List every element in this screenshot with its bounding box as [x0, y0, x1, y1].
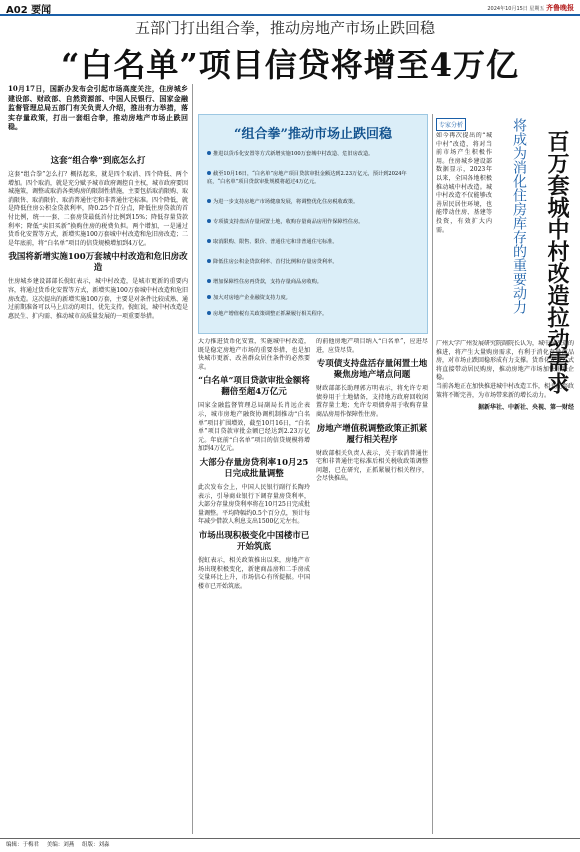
bullet-icon: [207, 219, 211, 223]
subhead-5: 市场出现积极变化中国楼市已开始筑底: [198, 530, 310, 552]
right-subhead: 将成为消化住房库存的重要动力: [511, 118, 527, 314]
info-item: 房地产增值税有关政策调整正抓紧履行相关程序。: [207, 311, 419, 319]
kicker: 五部门打出组合拳，推动房地产市场止跌回稳: [134, 19, 435, 37]
headline: “白名单”项目信贷将增至4万亿: [60, 46, 520, 84]
body-2: 住房城乡建设部部长倪虹表示，城中村改造，是城市更新的重要内容，将通过货币化安置等方式，新增实施100万套城中村改造和危旧房改造。这次提出的新增实施100万套，主要是对条件比较成熟、通过前期准备可以马上启动的项目，优先支持。倪虹说，城中村改造是惠民生、扩内需、推动城市高质量发展的一项重要举措。: [8, 278, 188, 320]
info-item: 专项债支持盘活存量闲置土地，收购存量商品房用作保障性住房。: [207, 219, 419, 227]
bullet-icon: [207, 259, 211, 263]
bullet-icon: [207, 311, 211, 315]
right-body-2: 广州大学广州发展研究院副院长认为，城中村改造的推进，将产生大量购房需求，有利于消化存量商品房，对市场止跌回稳形成有力支撑。货币化安置方式将直接带动居民购房，推动房地产市场加快止跌企稳。: [436, 340, 574, 382]
issue-date: 2024年10月15日 星期五: [487, 6, 545, 12]
body-5: 倪虹表示，相关政策推出以来，房地产市场出现积极变化，新建商品房和二手房成交量环比上升，市场信心有所提振。中国楼市已开始筑底。: [198, 556, 310, 590]
info-item: 增加保障性住房再贷款，支持存量商品房收购。: [207, 279, 419, 287]
right-column: [436, 340, 574, 820]
subhead-3: “白名单”项目贷款审批金额将翻倍至超4万亿元: [198, 376, 310, 398]
body-1: 这套“组合拳”怎么打？概括起来，就是四个取消、四个降低、两个增加。四个取消，就是充分赋予城市政府调控自主权，城市政府要因城施策，调整或取消各类购房的限制性措施，主要包括取消限购、取消限售、取消限价、取消普通住宅和非普通住宅标准。四个降低，就是降低住房公积金贷款利率，降0.25个百分点，降低住房贷款的首付比例，统一一套、二套房贷最低首付比例到15%；降低存量贷款利率；降低“卖旧买新”换购住房的税费负担。两个增加，一是通过货币化安置等方式，新增实施100万套城中村改造和危旧房改造；二是年底前，将“白名单”项目的信贷规模增加到4万亿。: [8, 171, 188, 247]
bullet-icon: [207, 295, 211, 299]
proof-credit: 组版：刘淼: [82, 842, 110, 848]
info-box: [198, 114, 428, 334]
body-3: 国家金融监督管理总局副局长肖远企表示，城市房地产融资协调机制推动“白名单”项目扩围增效，截至10月16日，“白名单”项目贷款审批金额已经达到2.23万亿元。年底前“白名单”项目的信贷规模将增加到4万亿元。: [198, 402, 310, 453]
editor-credit: 编辑：于梅君: [6, 842, 40, 848]
divider: [192, 84, 193, 834]
bullet-icon: [207, 151, 211, 155]
info-item: 推进以货币化安置等方式新增实施100万套城中村改造、危旧房改造。: [207, 151, 419, 159]
column-1: [8, 152, 188, 832]
body-col2-top: 大力推进货币化安置，实施城中村改造，既是稳定房地产市场的重要举措，也是加快城市更新、改善群众居住条件的必然要求。: [198, 338, 310, 371]
subhead-1: 这套“组合拳”到底怎么打: [50, 156, 146, 166]
info-item: 加大对房地产企业融资支持力度。: [207, 295, 419, 303]
info-item: 降低住房公积金贷款利率、首付比例和存量房贷利率。: [207, 259, 419, 267]
bullet-icon: [207, 239, 211, 243]
info-item: 取消限购、限售、限价、普通住宅和非普通住宅标准。: [207, 239, 419, 247]
body-4: 此次发布会上，中国人民银行副行长陶玲表示，引导商业银行下调存量房贷利率，大部分存量房贷利率将在10月25日完成批量调整。平均降幅约0.5个百分点，预计每年减少借款人利息支出1500亿元左右。: [198, 483, 310, 526]
subhead-7: 房地产增值税调整政策正抓紧履行相关程序: [316, 423, 428, 445]
bullet-icon: [207, 199, 211, 203]
bullet-icon: [207, 279, 211, 283]
section-label: A02 要闻: [6, 5, 52, 16]
brand-logo: 齐鲁晚报: [546, 4, 574, 12]
right-headline: 百万套城中村改造拉动需求: [544, 130, 570, 394]
right-body-top: 如今再次提出的“城中村”改造，将对当前市场产生积极作用。住房城乡建设部数据显示，2023年以来，全国各地积极推动城中村改造。城中村改造不仅能够改善居民居住环境，也能带动住房、基建等投资，有效扩大内需。: [436, 132, 492, 234]
body-6: 财政部部长助理郭方明表示，将允许专项债券用于土地储备，支持地方政府回收闲置存量土地；允许专项债券用于收购存量商品房用作保障性住房。: [316, 385, 428, 418]
column-2: [198, 338, 310, 832]
subhead-4: 大部分存量房贷利率10月25日完成批量调整: [199, 457, 309, 479]
right-body-3: 当前各地正在加快推进城中村改造工作，相关配套政策将不断完善，为市场带来新的增长动力。: [436, 382, 574, 399]
subhead-6: 专项债支持盘活存量闲置土地聚焦房地产堵点问题: [316, 359, 428, 381]
design-credit: 美编：刘燕: [46, 842, 75, 848]
lead-paragraph: 10月17日，国新办发布会引起市场高度关注，住房城乡建设部、财政部、自然资源部、中国人民银行、国家金融监督管理总局五部门有关负责人介绍，推出有力举措，落实存量政策，打出一套组合拳，推动房地产市场止跌回稳。: [8, 84, 188, 132]
info-box-title: “组合拳”推动市场止跌回稳: [234, 127, 392, 142]
divider: [432, 114, 433, 834]
info-item: 截至10月16日，“白名单”房地产项目贷款审批金额达到2.23万亿元，预计到2024年底，“白名单”项目贷款审批规模将超过4万亿元。: [207, 171, 407, 185]
subhead-2: 我国将新增实施100万套城中村改造和危旧房改造: [8, 252, 188, 274]
expert-tag: 专家分析: [436, 118, 466, 131]
masthead: [0, 0, 580, 16]
body-col3-top: 的前他房地产项目纳入“白名单”，应进尽进，应贷尽贷。: [316, 338, 428, 354]
body-7: 财政部相关负责人表示，关于取消普通住宅和非普通住宅标准后相关税收政策调整问题，已在研究，正抓紧履行相关程序，会尽快推出。: [316, 449, 428, 483]
info-item: 为进一步支持房地产市场健康发展，将调整优化住房税收政策。: [207, 199, 419, 207]
bullet-icon: [207, 171, 211, 175]
footer: [0, 838, 580, 852]
column-3: [316, 338, 428, 832]
byline: 据新华社、中新社、央视、第一财经: [477, 404, 574, 412]
masthead-meta: [487, 3, 574, 13]
